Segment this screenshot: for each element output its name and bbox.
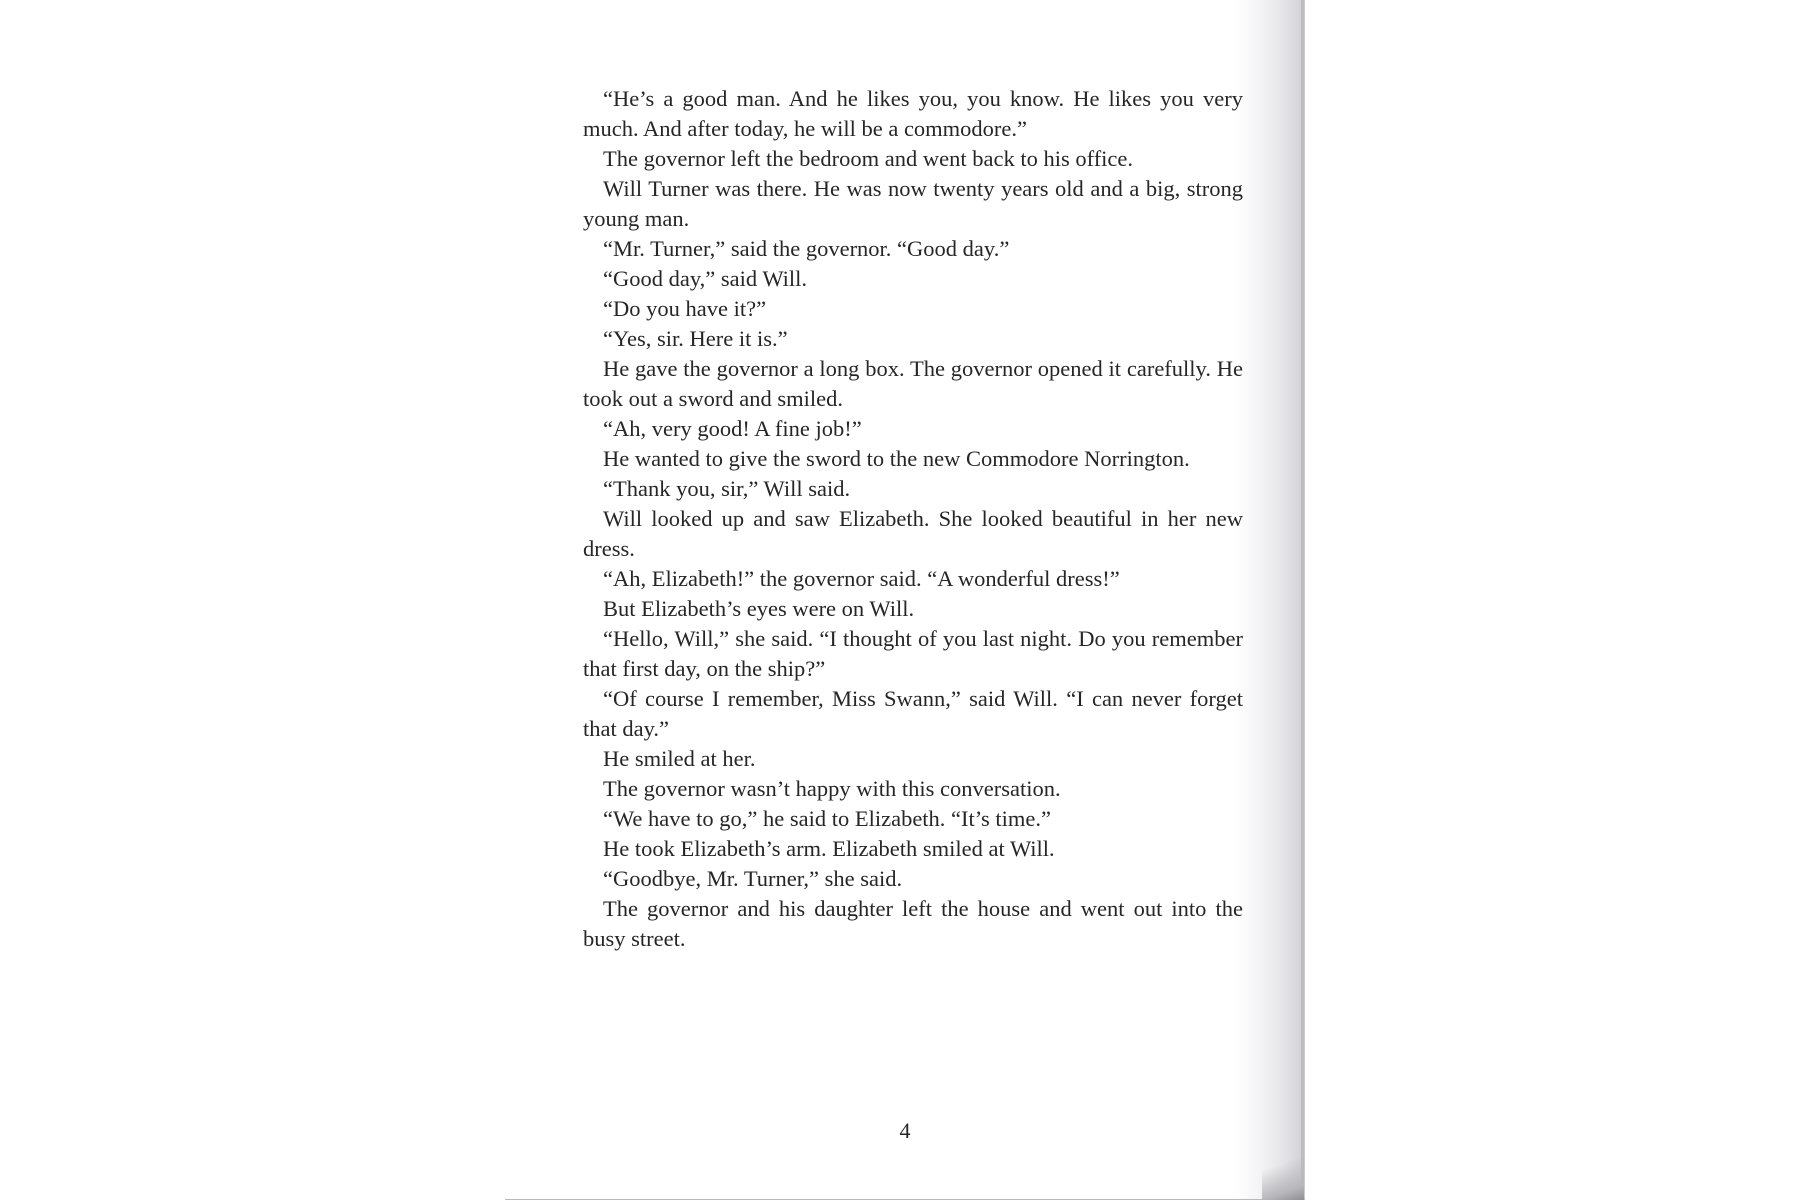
paragraph: “Good day,” said Will. (603, 266, 808, 291)
paragraph: “We have to go,” he said to Elizabeth. “It’s time.” (603, 806, 1052, 831)
paragraph: “Do you have it?” (603, 296, 767, 321)
paragraph: He gave the governor a long box. The governor opened it carefully. He took out a sword and smiled. (583, 356, 1243, 411)
paragraph: The governor wasn’t happy with this conversation. (603, 776, 1061, 801)
page-edge (1301, 0, 1304, 1200)
paragraph: But Elizabeth’s eyes were on Will. (603, 596, 915, 621)
spine-shadow (1235, 0, 1305, 1200)
paragraph: “Mr. Turner,” said the governor. “Good day.” (603, 236, 1010, 261)
paragraph: “Thank you, sir,” Will said. (603, 476, 851, 501)
paragraph: Will Turner was there. He was now twenty years old and a big, strong young man. (583, 176, 1243, 231)
paragraph: The governor and his daughter left the house and went out into the busy street. (583, 896, 1243, 951)
paragraph: “Of course I remember, Miss Swann,” said Will. “I can never forget that day.” (583, 686, 1243, 741)
paragraph: The governor left the bedroom and went back to his office. (603, 146, 1134, 171)
paragraph: He took Elizabeth’s arm. Elizabeth smiled at Will. (603, 836, 1055, 861)
paragraph: “He’s a good man. And he likes you, you know. He likes you very much. And after today, he will be a commodore.” (583, 86, 1243, 141)
body-text (583, 84, 1243, 954)
paragraph: He smiled at her. (603, 746, 756, 771)
paragraph: “Hello, Will,” she said. “I thought of you last night. Do you remember that first day, on the ship?” (583, 626, 1243, 681)
paragraph: He wanted to give the sword to the new Commodore Norrington. (603, 446, 1190, 471)
paragraph: Will looked up and saw Elizabeth. She looked beautiful in her new dress. (583, 506, 1243, 561)
paragraph: “Ah, very good! A fine job!” (603, 416, 862, 441)
page-number: 4 (899, 1118, 911, 1143)
page-corner-shadow (1262, 1140, 1304, 1200)
paragraph: “Yes, sir. Here it is.” (603, 326, 788, 351)
paragraph: “Ah, Elizabeth!” the governor said. “A wonderful dress!” (603, 566, 1120, 591)
paragraph: “Goodbye, Mr. Turner,” she said. (603, 866, 903, 891)
